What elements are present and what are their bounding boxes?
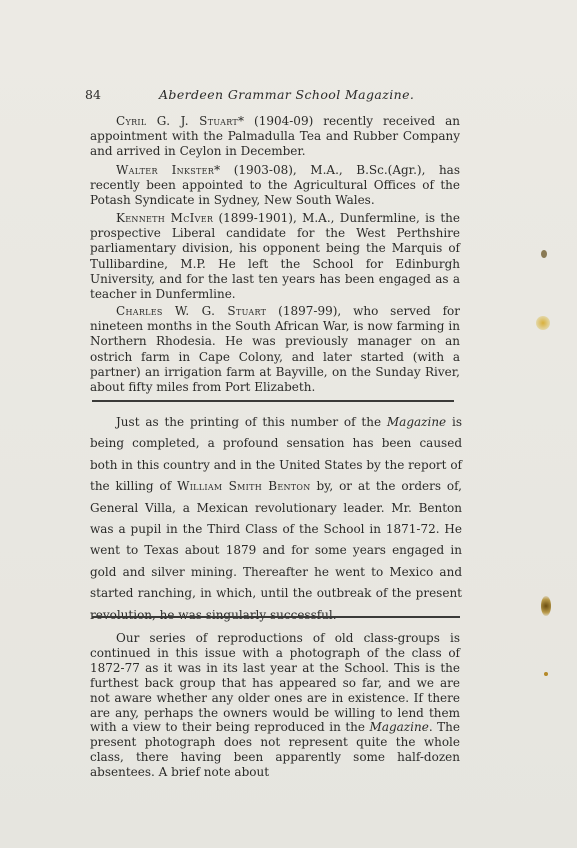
paragraph-class-groups <box>90 631 460 780</box>
page-blemish <box>541 596 551 616</box>
text-run: is being completed, a profound sensation has been caused both in this country and in the United States by the report of the killing of <box>90 415 462 494</box>
person-name: Cyril G. J. Stuart <box>116 114 239 128</box>
text-run: Just as the printing of this number of the <box>116 415 387 429</box>
paragraph-cyril-stuart <box>90 114 460 160</box>
running-title: Aberdeen Grammar School Magazine. <box>159 87 415 102</box>
paragraph-text: (1897-99), who served for nineteen months in the South African War, is now farming in Northern Rhodesia. He was previously manager on an ostrich farm in Cape Colony, and later started (with a partner) an irrigation farm at Bayville, on the Sunday River, about fifty miles from Port Elizabeth. <box>90 304 461 395</box>
page-blemish <box>541 250 547 258</box>
section-divider <box>92 400 454 402</box>
page-blemish <box>536 316 550 330</box>
paragraph-text: * (1904-09) recently received an appointment with the Palmadulla Tea and Rubber Company and arrived in Ceylon in December. <box>90 114 460 159</box>
paragraph-text: * (1903-08), M.A., B.Sc.(Agr.), has recently been appointed to the Agricultural Offices of the Potash Syndicate in Sydney, New South Wales. <box>90 163 460 208</box>
paragraph-walter-inkster <box>90 163 460 209</box>
person-name: Walter Inkster <box>116 163 215 177</box>
paragraph-text: (1899-1901), M.A., Dunfermline, is the prospective Liberal candidate for the West Perthshire parliamentary division, his opponent being the Marquis of Tullibardine, M.P. He left the School for Edinburgh University, and for the last ten years has been engaged as a teacher in Dunfermline. <box>90 211 460 302</box>
person-name: Charles W. G. Stuart <box>116 304 267 318</box>
page-number: 84 <box>85 87 101 102</box>
person-name: William Smith Benton <box>177 479 311 494</box>
text-run: Our series of reproductions of old class-groups is continued in this issue with a photograph of the class of 1872-77 as it was in its last year at the School. This is the furthest back group that has appeared so far, and we are not aware whether any older ones are in existence. If there are any, perhaps the owners would be willing to lend them with a view to their being reproduced in the <box>90 631 460 735</box>
paragraph-benton <box>90 412 462 626</box>
page-blemish <box>544 672 548 676</box>
paragraph-charles-stuart <box>90 304 460 395</box>
section-divider <box>92 616 460 618</box>
paragraph-kenneth-mciver <box>90 211 460 302</box>
text-run: by, or at the orders of, General Villa, a Mexican revolutionary leader. Mr. Benton was a pupil in the Third Class of the School in 1871-72. He went to Texas about 1879 and for some years engaged in gold and silver mining. Thereafter he went to Mexico and started ranching, in which, until the outbreak of the present revolution, he was singularly successful. <box>90 479 462 622</box>
magazine-title: Magazine <box>386 415 447 429</box>
text-run: . The present photograph does not represent quite the whole class, there having been apparently some half-dozen absentees. A brief note about <box>90 720 460 780</box>
magazine-title: Magazine <box>369 720 429 735</box>
person-name: Kenneth McIver <box>116 211 214 225</box>
